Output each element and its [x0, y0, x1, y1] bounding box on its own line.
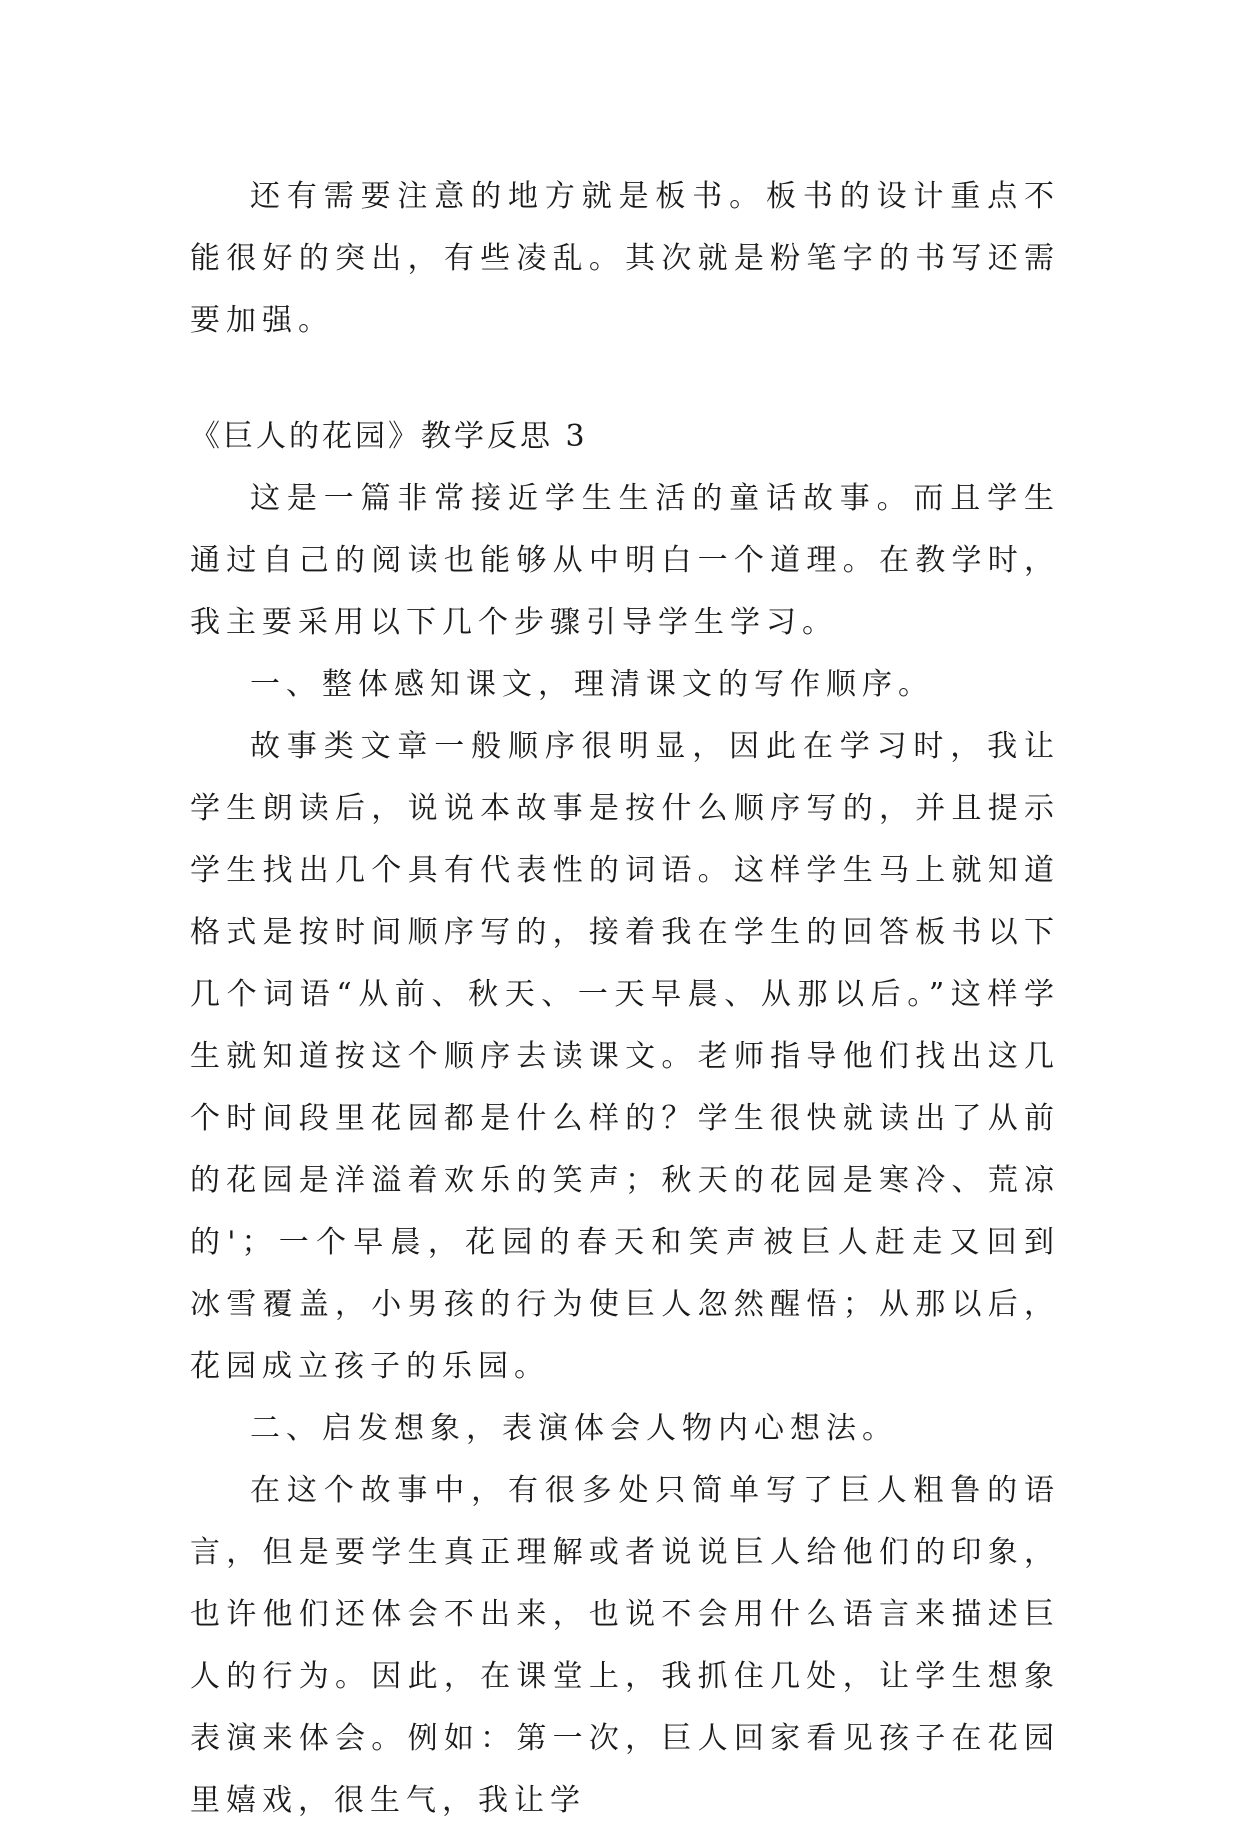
document-body: [190, 166, 1060, 1832]
paragraph-step-one-body: 故事类文章一般顺序很明显，因此在学习时，我让学生朗读后，说说本故事是按什么顺序写的，并且提示学生找出几个具有代表性的词语。这样学生马上就知道格式是按时间顺序写的，接着我在学生的回答板书以下几个词语“从前、秋天、一天早晨、从那以后。”这样学生就知道按这个顺序去读课文。老师指导他们找出这几个时间段里花园都是什么样的？学生很快就读出了从前的花园是洋溢着欢乐的笑声；秋天的花园是寒冷、荒凉的'；一个早晨，花园的春天和笑声被巨人赶走又回到冰雪覆盖，小男孩的行为使巨人忽然醒悟；从那以后，花园成立孩子的乐园。: [190, 729, 1060, 1384]
paragraph-step-two-body: 在这个故事中，有很多处只简单写了巨人粗鲁的语言，但是要学生真正理解或者说说巨人给他们的印象，也许他们还体会不出来，也说不会用什么语言来描述巨人的行为。因此，在课堂上，我抓住几处，让学生想象表演来体会。例如：第一次，巨人回家看见孩子在花园里嬉戏，很生气，我让学: [190, 1473, 1060, 1818]
paragraph-step-one-heading: 一、整体感知课文，理清课文的写作顺序。: [250, 667, 934, 702]
paragraph-step-two-heading: 二、启发想象，表演体会人物内心想法。: [250, 1411, 898, 1446]
paragraph-intro: 这是一篇非常接近学生生活的童话故事。而且学生通过自己的阅读也能够从中明白一个道理。在教学时，我主要采用以下几个步骤引导学生学习。: [190, 481, 1060, 640]
paragraph-blackboard-note: 还有需要注意的地方就是板书。板书的设计重点不能很好的突出，有些凌乱。其次就是粉笔字的书写还需要加强。: [190, 179, 1060, 338]
section-title: 《巨人的花园》教学反思 3: [190, 419, 588, 454]
